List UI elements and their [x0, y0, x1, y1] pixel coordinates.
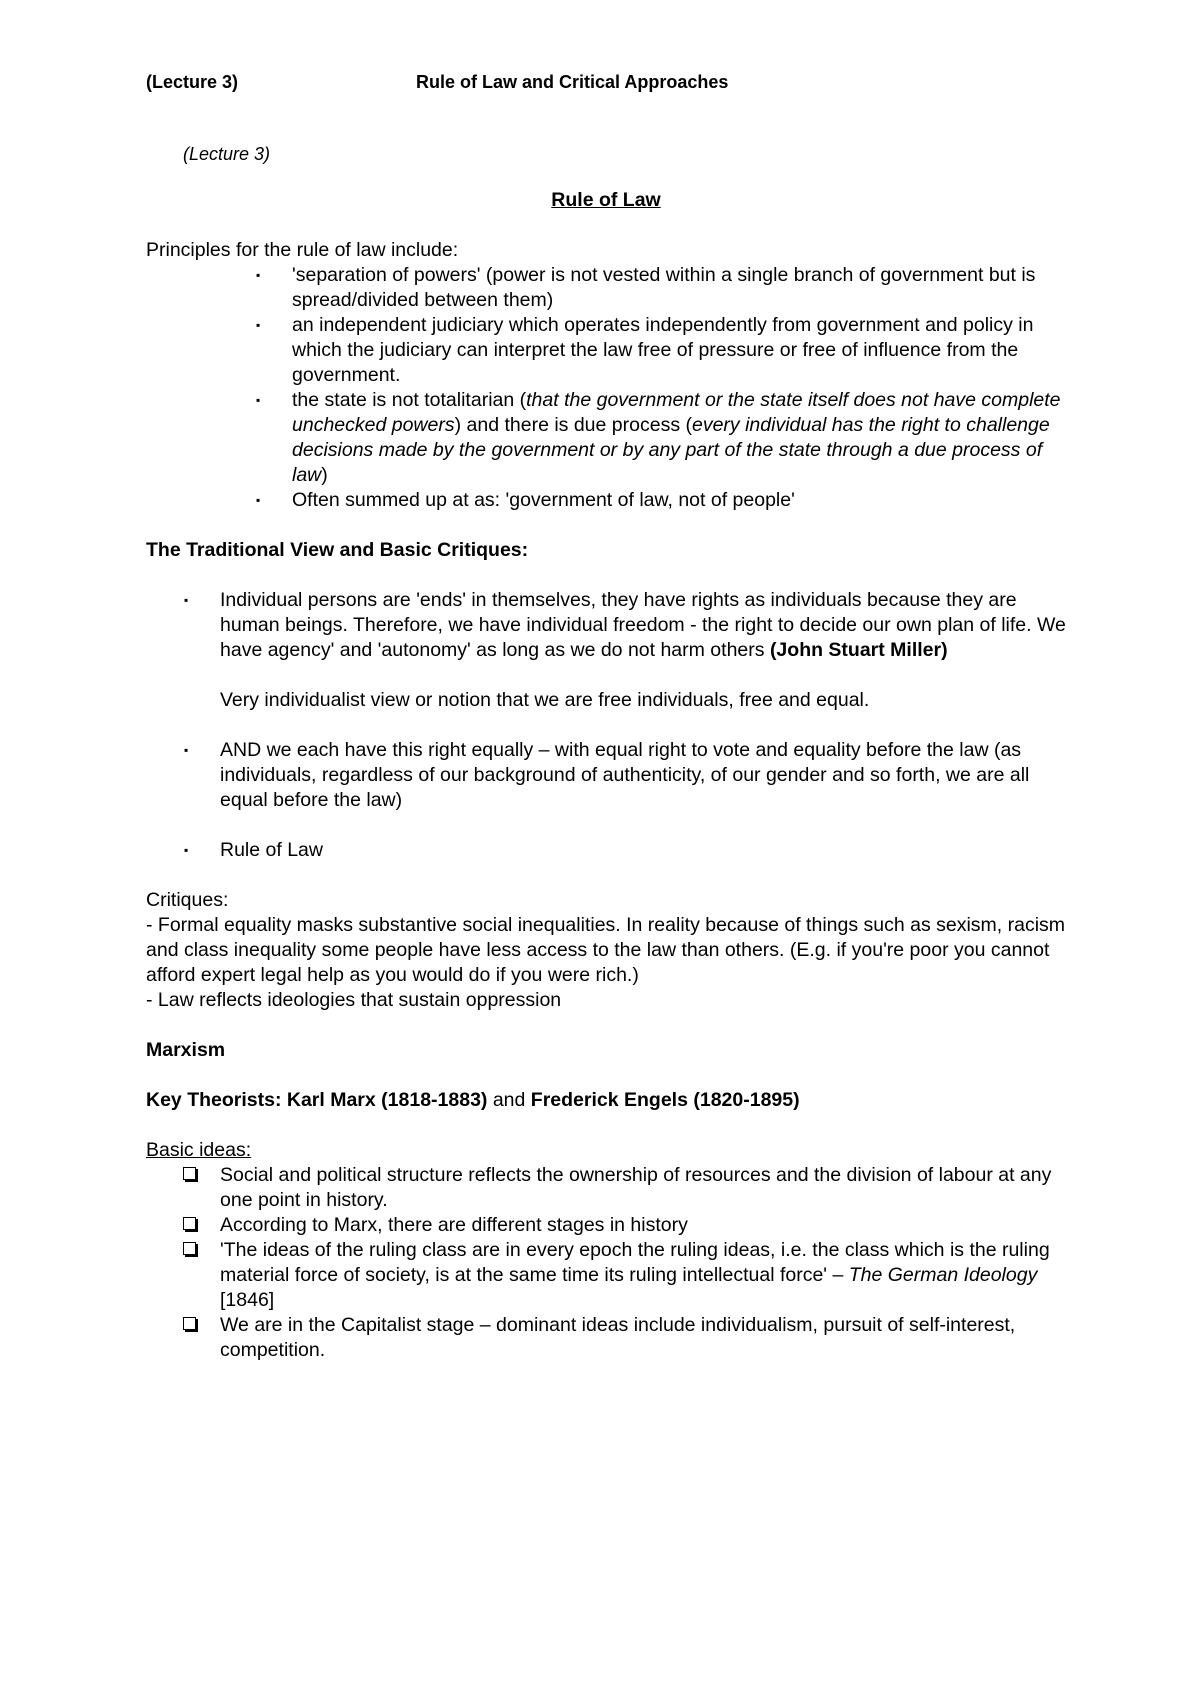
idea-text: We are in the Capitalist stage – dominant ideas include individualism, pursuit of self-interest, competition. [220, 1314, 1016, 1361]
bullet-icon: ▪ [256, 493, 261, 507]
checkbox-icon [183, 1217, 196, 1230]
bullet-icon: ▪ [184, 843, 189, 857]
section-title-rule-of-law: Rule of Law [551, 189, 661, 211]
bullet-icon: ▪ [256, 268, 261, 282]
traditional-text: Individual persons are 'ends' in themselves, they have rights as individuals because they are human beings. Therefore, we have individual freedom - the right to decide our own plan of life. We have agency' and 'autonomy' as long as we do not harm others [220, 589, 1066, 661]
critique-line: - Formal equality masks substantive social inequalities. In reality because of things such as sexism, racism and class inequality some people have less access to the law than others. (E.g. if you're poor you cannot afford expert legal help as you would do if you were rich.) [146, 914, 1066, 986]
list-item [146, 588, 1066, 738]
traditional-text: AND we each have this right equally – with equal right to vote and equality before the law (as individuals, regardless of our background of authenticity, of our gender and so forth, we are all equal before the law) [220, 739, 1030, 811]
theorists-and: and [487, 1089, 531, 1111]
lecture-tag: (Lecture 3) [183, 144, 271, 164]
principle-text-a: the state is not totalitarian ( [292, 389, 527, 411]
critiques-label: Critiques: [146, 889, 229, 911]
theorist-marx: Key Theorists: Karl Marx (1818-1883) [146, 1089, 488, 1111]
bullet-icon: ▪ [184, 743, 189, 757]
idea-text-c: [1846] [220, 1289, 275, 1311]
list-item [146, 313, 1066, 388]
basic-ideas-label: Basic ideas: [146, 1139, 252, 1161]
traditional-list [146, 588, 1066, 863]
idea-text-b: The German Ideology [848, 1264, 1038, 1286]
checkbox-icon [183, 1317, 196, 1330]
basic-ideas-list [146, 1163, 1066, 1363]
list-item [146, 838, 1066, 863]
list-item [146, 1238, 1066, 1313]
principle-text-b: that the government or the state itself does not have complete unchecked powers [292, 389, 1061, 436]
traditional-text: Rule of Law [220, 839, 323, 861]
list-item [146, 1313, 1066, 1363]
traditional-note: Very individualist view or notion that we are free individuals, free and equal. [220, 689, 870, 711]
principle-text: an independent judiciary which operates independently from government and policy in which the judiciary can interpret the law free of pressure or free of influence from the government. [292, 314, 1034, 386]
header-lecture-label: (Lecture 3) [146, 72, 239, 92]
list-item [146, 263, 1066, 313]
document-body [146, 142, 1066, 1363]
theorist-engels: Frederick Engels (1820-1895) [530, 1089, 800, 1111]
principle-text: Often summed up at as: 'government of law, not of people' [292, 489, 795, 511]
list-item [146, 738, 1066, 838]
bullet-icon: ▪ [256, 318, 261, 332]
principle-text-c: ) and there is due process ( [454, 414, 692, 436]
list-item [146, 488, 1066, 513]
marxism-heading: Marxism [146, 1039, 226, 1061]
checkbox-icon [183, 1242, 196, 1255]
traditional-view-heading: The Traditional View and Basic Critiques: [146, 539, 529, 561]
list-item [146, 388, 1066, 488]
principle-text-e: ) [321, 464, 328, 486]
principle-text: 'separation of powers' (power is not vested within a single branch of government but is spread/divided between them) [292, 264, 1036, 311]
idea-text: According to Marx, there are different stages in history [220, 1214, 688, 1236]
principles-list [146, 263, 1066, 513]
checkbox-icon [183, 1167, 196, 1180]
critique-line: - Law reflects ideologies that sustain oppression [146, 989, 562, 1011]
key-theorists [146, 1088, 1066, 1113]
principle-text-d: every individual has the right to challenge decisions made by the government or by any part of the state through a due process of law [292, 414, 1050, 486]
principles-intro: Principles for the rule of law include: [146, 239, 459, 261]
list-item [146, 1213, 1066, 1238]
header-title: Rule of Law and Critical Approaches [416, 72, 729, 92]
traditional-citation: (John Stuart Miller) [769, 639, 948, 661]
list-item [146, 1163, 1066, 1213]
idea-text-a: 'The ideas of the ruling class are in every epoch the ruling ideas, i.e. the class which is the ruling material force of society, is at the same time its ruling intellectual force' – [220, 1239, 1050, 1286]
bullet-icon: ▪ [256, 393, 261, 407]
idea-text: Social and political structure reflects the ownership of resources and the division of labour at any one point in history. [220, 1164, 1052, 1211]
bullet-icon: ▪ [184, 593, 189, 607]
